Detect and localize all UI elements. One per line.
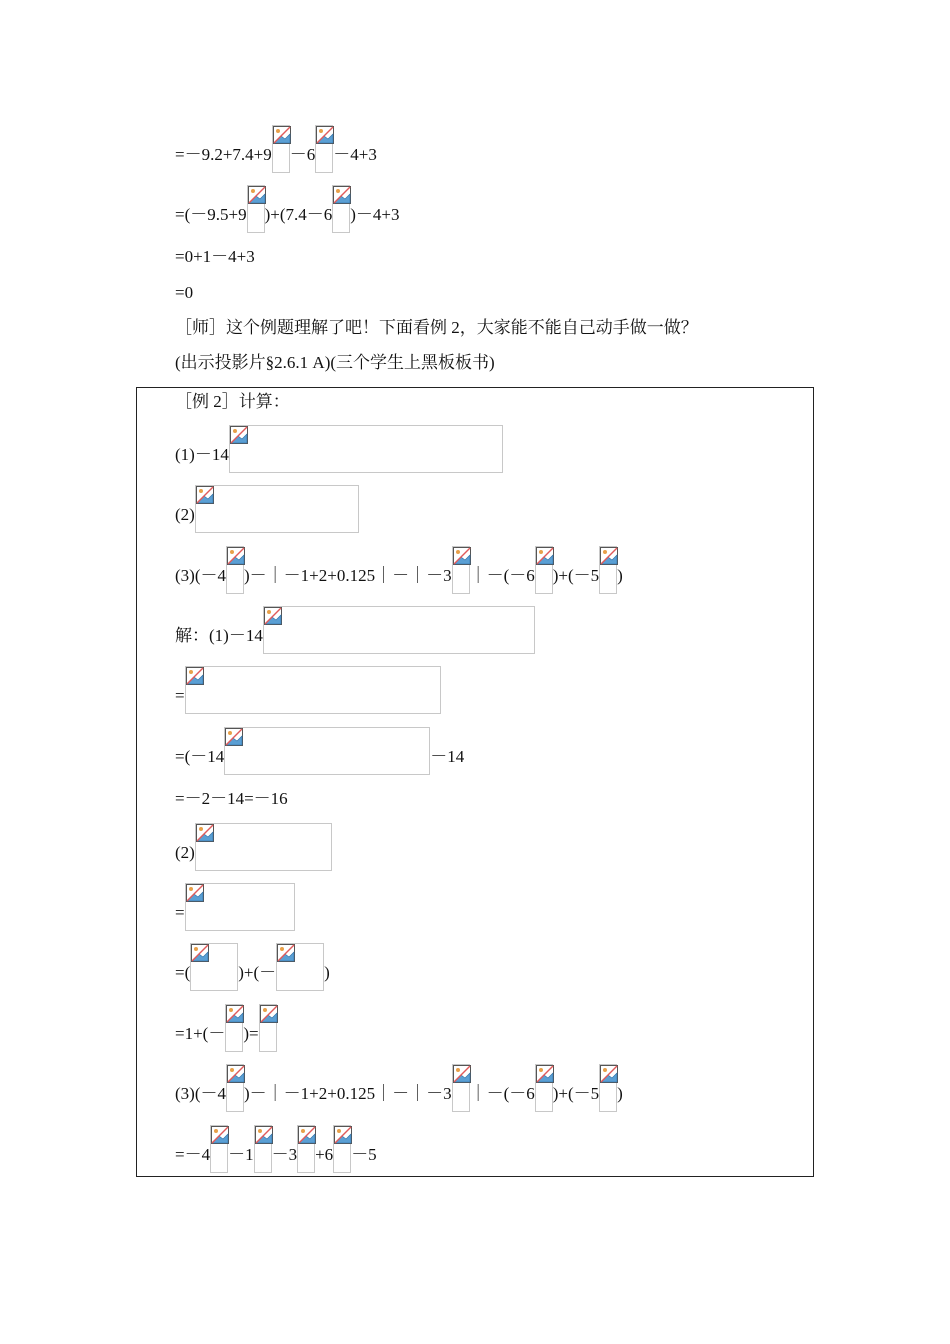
text: ): [617, 566, 623, 585]
text: (1)－14: [175, 445, 229, 464]
text: )+(7.4－6: [264, 205, 333, 224]
formula-image-icon: [263, 606, 535, 654]
text: =: [175, 686, 185, 705]
formula-image-icon: [247, 185, 265, 233]
solution-9: [175, 1064, 623, 1104]
text: )－｜－1+2+0.125｜－｜－3: [243, 566, 452, 585]
text: =－2－14=－16: [175, 789, 288, 808]
formula-image-icon: [276, 943, 324, 991]
text: －1: [228, 1145, 254, 1164]
question-1: [175, 425, 503, 465]
equation-line-4: [175, 283, 193, 303]
formula-image-icon: [333, 1125, 351, 1173]
text: －6: [289, 145, 316, 164]
text: (3)(－4: [175, 1084, 226, 1103]
formula-image-icon: [272, 125, 290, 173]
formula-image-icon: [535, 1064, 553, 1112]
solution-7: [175, 943, 330, 983]
solution-2: [175, 666, 441, 706]
text: =0: [175, 283, 194, 302]
formula-image-icon: [259, 1004, 277, 1052]
solution-5: [175, 823, 332, 863]
text: )=: [243, 1024, 259, 1043]
formula-image-icon: [297, 1125, 315, 1173]
formula-image-icon: [226, 1064, 244, 1112]
equation-line-1: [175, 125, 377, 165]
solution-10: [175, 1125, 377, 1165]
text: =: [175, 903, 185, 922]
text: =－4: [175, 1145, 211, 1164]
formula-image-icon: [452, 1064, 470, 1112]
text: =(: [175, 963, 191, 982]
formula-image-icon: [195, 485, 359, 533]
solution-4: [175, 789, 288, 809]
text: =－9.2+7.4+9: [175, 145, 272, 164]
question-3: [175, 546, 623, 586]
formula-image-icon: [210, 1125, 228, 1173]
text: ｜－(－6: [469, 566, 535, 585]
formula-image-icon: [190, 943, 238, 991]
formula-image-icon: [229, 425, 503, 473]
text: (3)(－4: [175, 566, 226, 585]
example-title: [175, 392, 290, 412]
text: ［例 2］计算：: [175, 392, 290, 411]
formula-image-icon: [226, 546, 244, 594]
equation-line-3: [175, 247, 255, 267]
text: )－4+3: [350, 205, 400, 224]
text: (出示投影片§2.6.1 A)(三个学生上黑板板书): [175, 353, 495, 372]
text: +6: [315, 1145, 334, 1164]
question-2: [175, 485, 359, 525]
formula-image-icon: [332, 185, 350, 233]
formula-image-icon: [599, 546, 617, 594]
solution-1: [175, 606, 535, 646]
solution-3: [175, 727, 464, 767]
formula-image-icon: [599, 1064, 617, 1112]
text: )+(－5: [552, 1084, 600, 1103]
text: ｜－(－6: [469, 1084, 535, 1103]
solution-8: [175, 1004, 277, 1044]
equation-line-2: [175, 185, 400, 225]
text: =0+1－4+3: [175, 247, 255, 266]
text: )－｜－1+2+0.125｜－｜－3: [243, 1084, 452, 1103]
text: (2): [175, 505, 195, 524]
formula-image-icon: [185, 666, 441, 714]
formula-image-icon: [535, 546, 553, 594]
text: －14: [430, 747, 465, 766]
text: 解：(1)－14: [175, 626, 263, 645]
text: －5: [351, 1145, 377, 1164]
text: ): [617, 1084, 623, 1103]
text: )+(－5: [552, 566, 600, 585]
teacher-line: [175, 318, 698, 338]
text: =(－9.5+9: [175, 205, 247, 224]
text: －4+3: [333, 145, 377, 164]
text: =1+(－: [175, 1024, 226, 1043]
formula-image-icon: [452, 546, 470, 594]
text: ): [324, 963, 330, 982]
text: =(－14: [175, 747, 225, 766]
text: ［师］这个例题理解了吧！下面看例 2，大家能不能自己动手做一做？: [175, 318, 698, 337]
text: (2): [175, 843, 195, 862]
projection-note: [175, 353, 495, 373]
formula-image-icon: [195, 823, 332, 871]
formula-image-icon: [254, 1125, 272, 1173]
text: －3: [271, 1145, 298, 1164]
text: )+(－: [238, 963, 277, 982]
formula-image-icon: [225, 1004, 243, 1052]
formula-image-icon: [224, 727, 430, 775]
solution-6: [175, 883, 295, 923]
formula-image-icon: [185, 883, 295, 931]
formula-image-icon: [315, 125, 333, 173]
